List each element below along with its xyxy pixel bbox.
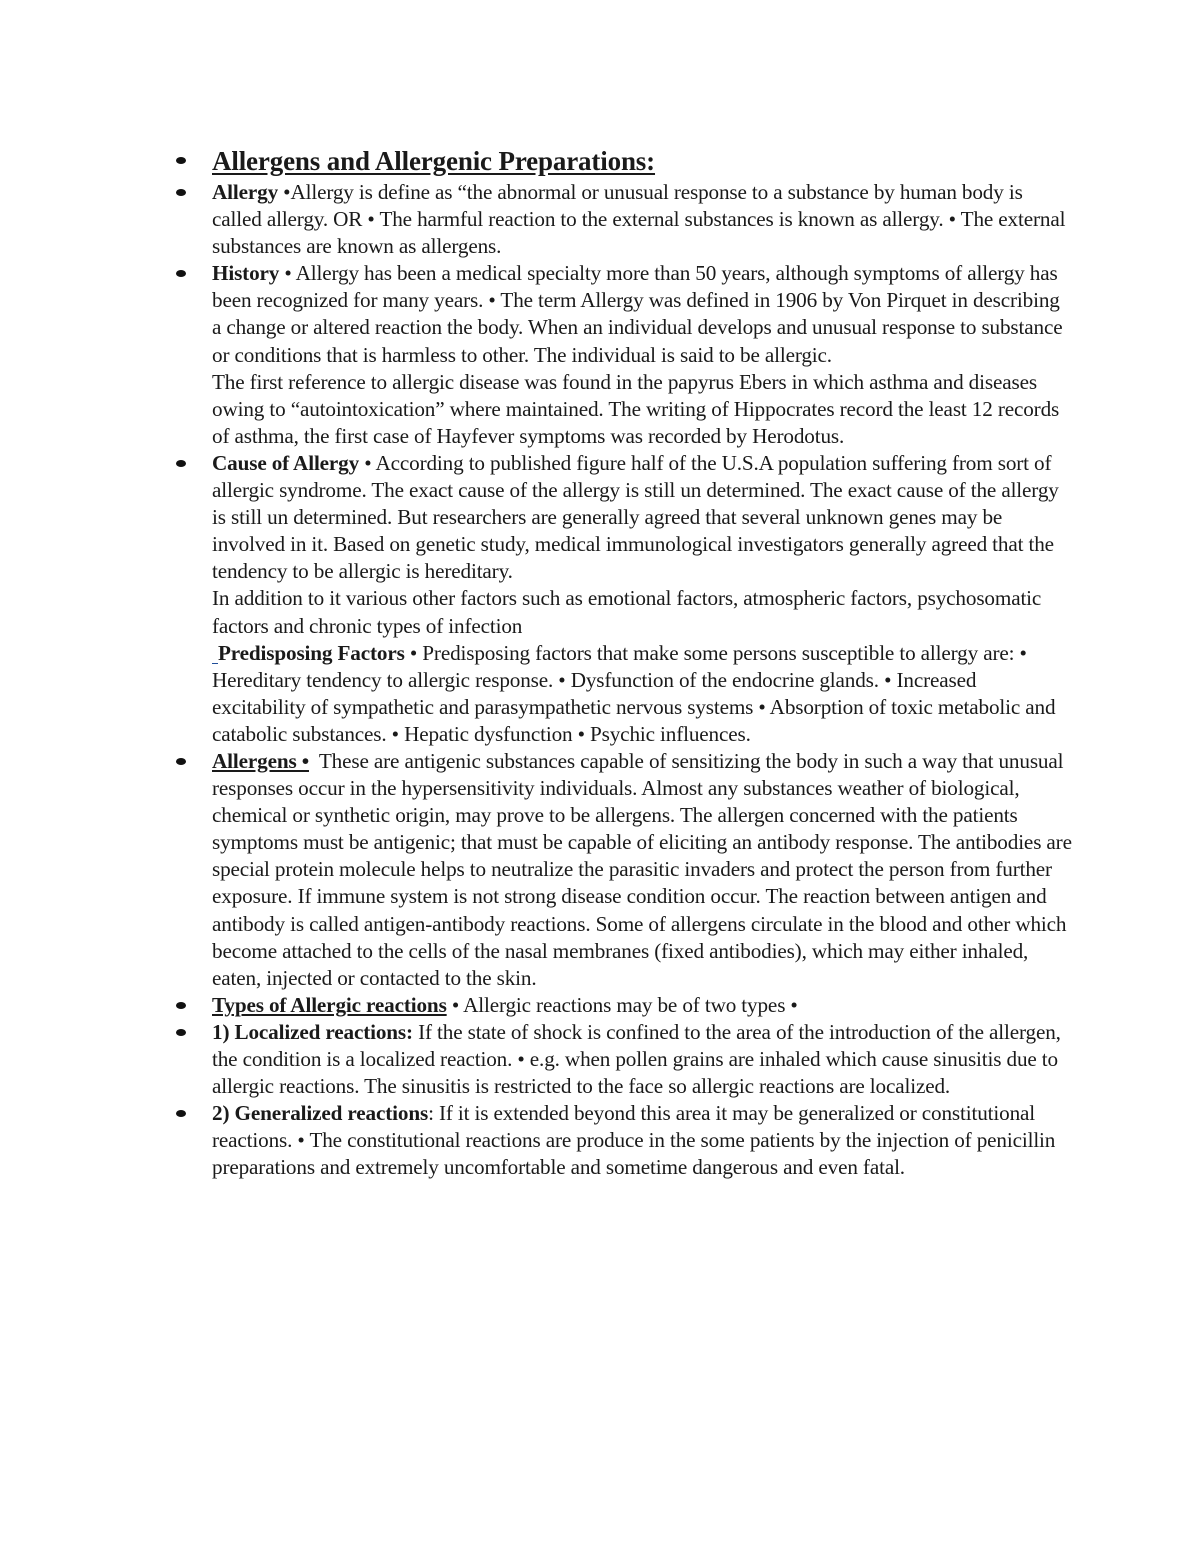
list-item-localized — [212, 1019, 1072, 1100]
term-localized: 1) Localized reactions: — [212, 1019, 413, 1044]
bullet-icon — [176, 189, 186, 196]
term-history: History — [212, 261, 280, 286]
text-types: • Allergic reactions may be of two types • — [446, 992, 798, 1017]
bullet-icon — [176, 758, 186, 765]
bullet-icon — [176, 1029, 186, 1036]
text-history: • Allergy has been a medical specialty more than 50 years, although symptoms of allergy has been recognized for many years. • The term Allergy was defined in 1906 by Von Pirquet in describing a change or altered reaction the body. When an individual develops and unusual response to substance or conditions that is harmless to other. The individual is said to be allergic. — [212, 261, 1063, 367]
list-item-types — [212, 992, 1072, 1019]
term-cause: Cause of Allergy — [212, 450, 360, 475]
term-predisposing: Predisposing Factors — [218, 640, 405, 665]
text-history-para2: The first reference to allergic disease was found in the papyrus Ebers in which asthma and diseases owing to “autointoxication” where maintained. The writing of Hippocrates record the least 12 records of asthma, the first case of Hayfever symptoms was recorded by Herodotus. — [212, 369, 1060, 448]
text-allergy: •Allergy is define as “the abnormal or unusual response to a substance by human body is called allergy. OR • The harmful reaction to the external substances is known as allergy. • The external substances are known as allergens. — [212, 180, 1066, 259]
bullet-icon — [176, 1002, 186, 1009]
text-cause: • According to published figure half of the U.S.A population suffering from sort of allergic syndrome. The exact cause of the allergy is still un determined. The exact cause of the allergy is still un determined. But researchers are generally agreed that several unknown genes may be involved in it. Based on genetic study, medical immunological investigators generally agreed that the tendency to be allergic is hereditary. — [212, 450, 1059, 584]
bullet-icon — [176, 157, 186, 164]
list-item-title — [212, 143, 1072, 179]
term-allergy: Allergy — [212, 180, 279, 204]
bullet-icon — [176, 460, 186, 467]
text-allergens: These are antigenic substances capable of sensitizing the body in such a way that unusual responses occur in the hypersensitivity individuals. Almost any substances weather of biological, chemical or synthetic origin, may prove to be allergens. The allergen concerned with the patients symptoms must be antigenic; that must be capable of eliciting an antibody response. The antibodies are special protein molecule helps to neutralize the parasitic invaders and protect the person from further exposure. If immune system is not strong disease condition occur. The reaction between antigen and antibody is called antigen-antibody reactions. Some of allergens circulate in the blood and other which become attached to the cells of the nasal membranes (fixed antibodies), which may either inhaled, eaten, injected or contacted to the skin. — [212, 748, 1077, 990]
bullet-icon — [176, 1110, 186, 1117]
text-localized: If the state of shock is confined to the area of the introduction of the allergen, the condition is a localized reaction. • e.g. when pollen grains are inhaled which cause sinusitis due to allergic reactions. The sinusitis is restricted to the face so allergic reactions are localized. — [212, 1019, 1061, 1099]
text-predisposing: • Predisposing factors that make some persons susceptible to allergy are: • Hereditary tendency to allergic response. • Dysfunction of the endocrine glands. • Increased excitability of sympathetic and parasympathetic nervous systems • Absorption of toxic metabolic and catabolic substances. • Hepatic dysfunction • Psychic influences. — [212, 640, 1056, 746]
list-item-allergens — [212, 748, 1077, 992]
text-cause-para2: In addition to it various other factors such as emotional factors, atmospheric factors, psychosomatic factors and chronic types of infection — [212, 586, 1042, 638]
list-item-cause — [212, 450, 1072, 748]
list-item-allergy — [212, 179, 1072, 260]
term-generalized: 2) Generalized reactions — [212, 1101, 429, 1126]
list-item-generalized — [212, 1100, 1072, 1181]
bullet-list — [212, 143, 1077, 1181]
page-title: Allergens and Allergenic Preparations: — [212, 146, 656, 176]
text-generalized: : If it is extended beyond this area it may be generalized or constitutional reactions. • The constitutional reactions are produce in the some patients by the injection of penicillin preparations and extremely uncomfortable and sometime dangerous and even fatal. — [212, 1101, 1056, 1180]
bullet-icon — [176, 270, 186, 277]
term-allergens: Allergens • — [212, 748, 309, 773]
term-types: Types of Allergic reactions — [212, 992, 447, 1017]
predisposing-block — [212, 640, 1072, 748]
list-item-history — [212, 260, 1072, 450]
